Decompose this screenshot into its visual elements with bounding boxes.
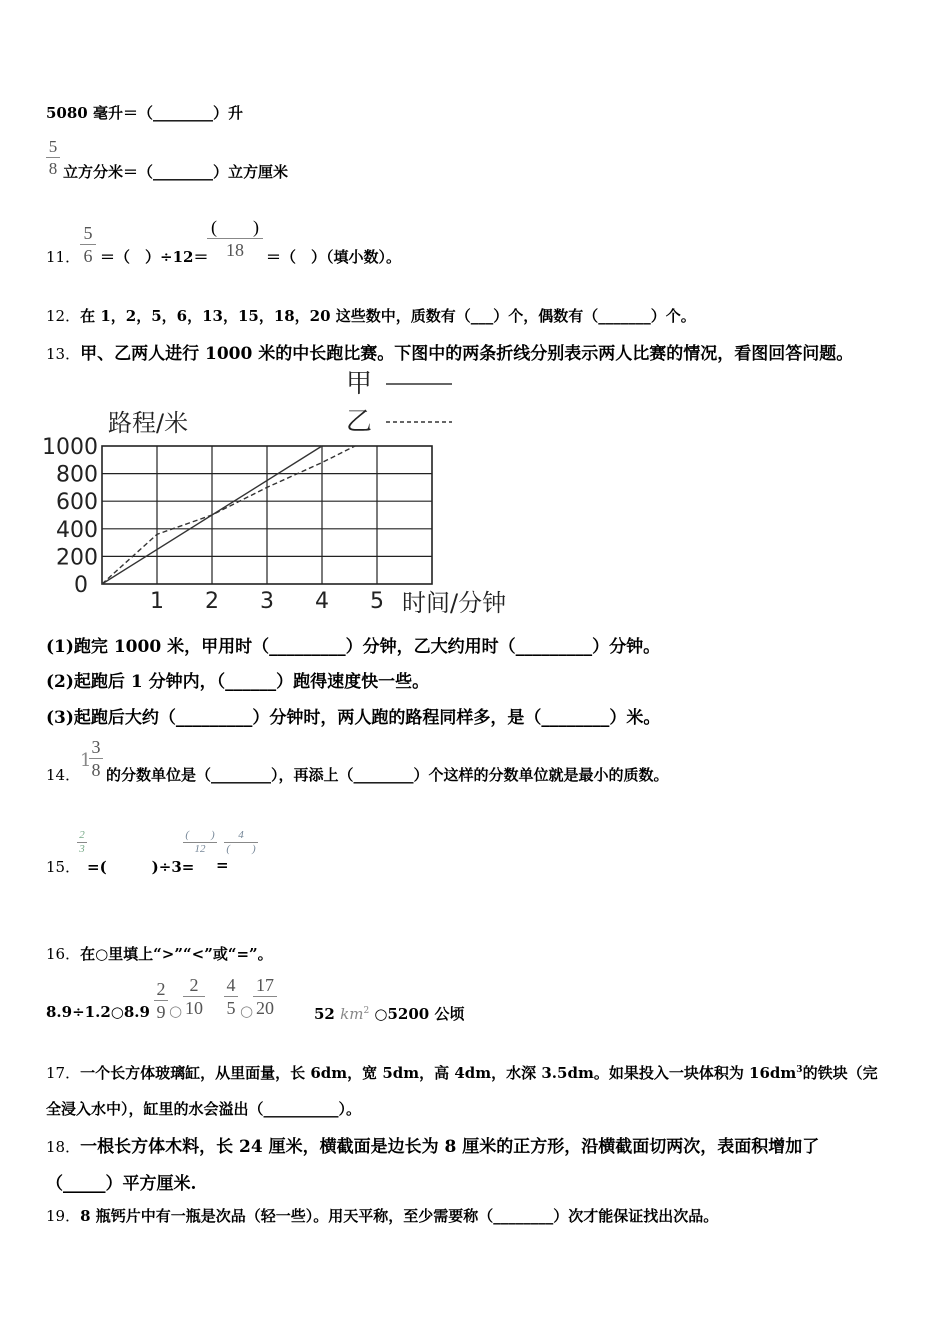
q15-equals: = [216,856,229,874]
question-15: =( )÷3= [87,858,195,876]
q16-compare-c-circle: ○ [240,1002,254,1020]
question-17-line-2: 全浸入水中），缸里的水会溢出（__________）。 [46,1100,362,1118]
x-tick-label: 5 [370,589,384,614]
chart-ticks [42,435,384,614]
question-number: 11． [46,248,81,266]
fraction-5-8: 5 8 [46,138,60,177]
question-12: 12．在 1，2，5，6，13，15，18，20 这些数中，质数有（___）个，偶数有（_______）个。 [46,307,696,325]
q16-compare-a: 8.9÷1.2○8.9 [46,1003,150,1021]
q11-fraction-blank-18: ( ) 18 [207,218,263,259]
question-15-number: 15． [46,858,81,876]
series-line-yi [102,446,355,584]
question-11 [46,246,80,267]
legend-label: 甲 [346,369,373,399]
chart-legend [346,369,452,437]
x-tick-label: 2 [205,589,219,614]
q11-end: ＝（ ）（填小数）。 [266,248,402,266]
conversion-line-1 [46,102,243,123]
q15-fraction-4-blank: 4 ( ) [224,830,258,855]
x-tick-label: 4 [315,589,329,614]
question-16: 16．在○里填上“>”“<”或“=”。 [46,945,273,963]
chart-grid [102,446,432,584]
x-axis-label: 时间/分钟 [402,589,507,617]
question-19: 19．8 瓶钙片中有一瓶是次品（轻一些）。用天平称，至少需要称（________）次才能保证找出次品。 [46,1207,719,1225]
conversion-text-2: 立方分米＝（________）立方厘米 [63,163,289,181]
y-tick-label: 1000 [42,435,98,460]
q16-fraction-2-10: 2 10 [185,975,203,1018]
y-tick-label: 800 [56,462,98,488]
question-13-sub-3: (3)起跑后大约（_________）分钟时，两人跑的路程同样多，是（________）米。 [46,708,661,728]
q11-fraction-5-6: 5 6 [80,224,96,265]
q16-fraction-4-5: 4 5 [224,976,238,1017]
q15-fraction-blank-12: ( ) 12 [183,830,217,855]
x-tick-label: 3 [260,589,274,614]
legend-label: 乙 [346,407,373,437]
y-tick-label: 200 [56,545,98,571]
chart-series [102,446,355,584]
q14-fraction-3-8: 3 8 [89,738,103,779]
question-18-line-2: （_____）平方厘米. [46,1174,197,1194]
x-tick-label: 1 [150,589,164,614]
q15-fraction-2-3: 2 3 [77,830,87,855]
q14-whole-number: 1 [80,750,92,771]
question-13-sub-1: (1)跑完 1000 米，甲用时（_________）分钟，乙大约用时（_________）分钟。 [46,637,661,657]
q16-fraction-17-20: 17 20 [253,976,277,1017]
q11-middle: ＝（ ）÷12＝ [100,248,209,266]
y-axis-label: 路程/米 [108,409,189,437]
q16-compare-b-circle: ○ [169,1002,183,1020]
question-17: 17．一个长方体玻璃缸，从里面量，长 6dm，宽 5dm，高 4dm，水深 3.5dm。如果投入一块体积为 $16dm^3$的铁块（完 [46,1064,878,1082]
q16-compare-d: 52 $km^2$ ○5200 公顷 [314,1005,465,1023]
q16-fraction-2-9: 2 9 [154,980,168,1021]
question-13-sub-2: (2)起跑后 1 分钟内，（______）跑得速度快一些。 [46,672,430,692]
distance-time-chart [40,368,560,628]
question-14-number: 14． [46,766,81,784]
conversion-line-2 [63,161,288,182]
conversion-text: 5080 毫升＝（________）升 [46,104,243,122]
y-tick-label: 600 [56,490,98,516]
question-13: 13．甲、乙两人进行 1000 米的中长跑比赛。下图中的两条折线分别表示两人比赛的情况，看图回答问题。 [46,344,854,364]
question-18: 18．一根长方体木料，长 24 厘米，横截面是边长为 8 厘米的正方形，沿横截面切两次，表面积增加了 [46,1137,820,1157]
y-tick-label: 400 [56,517,98,543]
y-tick-label: 0 [74,573,88,598]
question-14: 的分数单位是（________），再添上（________）个这样的分数单位就是最小的质数。 [106,766,669,784]
